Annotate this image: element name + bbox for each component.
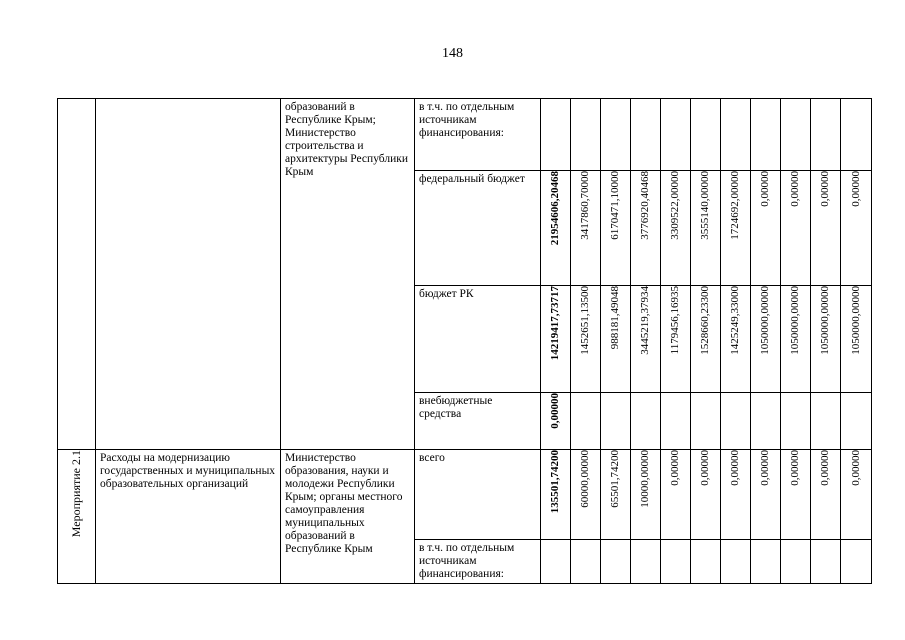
year-value-cell-value: 0,00000 <box>759 450 771 486</box>
year-value-cell <box>601 393 631 450</box>
source-cell <box>415 450 541 540</box>
year-value-cell <box>751 540 781 584</box>
year-value-cell <box>721 99 751 171</box>
year-value-cell <box>631 171 661 286</box>
total-cell-value: 135501,74200 <box>549 450 561 514</box>
year-value-cell <box>751 393 781 450</box>
year-value-cell <box>781 450 811 540</box>
year-value-cell <box>601 286 631 393</box>
measure-label-cell <box>58 99 96 450</box>
year-value-cell-value: 3445219,37934 <box>639 286 651 355</box>
year-value-cell <box>811 171 841 286</box>
total-cell <box>541 450 571 540</box>
year-value-cell <box>811 393 841 450</box>
year-value-cell <box>781 540 811 584</box>
year-value-cell-value: 0,00000 <box>819 450 831 486</box>
year-value-cell <box>631 450 661 540</box>
source-text: в т.ч. по отдельным источникам финансирования: <box>419 101 515 139</box>
year-value-cell-value: 988181,49048 <box>609 286 621 350</box>
year-value-cell <box>661 393 691 450</box>
year-value-cell-value: 1425249,33000 <box>729 286 741 355</box>
year-value-cell <box>631 286 661 393</box>
year-value-cell <box>811 450 841 540</box>
total-cell-value: 0,00000 <box>549 393 561 429</box>
year-value-cell <box>601 450 631 540</box>
year-value-cell <box>661 171 691 286</box>
year-value-cell-value: 6170471,10000 <box>609 171 621 240</box>
year-value-cell-value: 1050000,00000 <box>789 286 801 355</box>
total-cell <box>541 393 571 450</box>
year-value-cell <box>751 450 781 540</box>
executor-text: образований в Республике Крым; Министерство строительства и архитектуры Республики Крым <box>285 101 408 178</box>
year-value-cell <box>631 99 661 171</box>
year-value-cell <box>751 286 781 393</box>
year-value-cell <box>691 450 721 540</box>
year-value-cell-value: 1452651,13500 <box>579 286 591 355</box>
source-cell <box>415 393 541 450</box>
year-value-cell <box>781 286 811 393</box>
year-value-cell <box>811 286 841 393</box>
measure-name-cell <box>96 99 281 450</box>
total-cell <box>541 540 571 584</box>
source-cell <box>415 99 541 171</box>
table-row <box>58 450 872 540</box>
year-value-cell-value: 1179456,16935 <box>669 286 681 355</box>
executor-text: Министерство образования, науки и молодежи Республики Крым; органы местного самоуправления муниципальных образований в Республике Крым <box>285 452 403 555</box>
total-cell <box>541 286 571 393</box>
year-value-cell-value: 1050000,00000 <box>759 286 771 355</box>
year-value-cell <box>751 171 781 286</box>
year-value-cell-value: 0,00000 <box>669 450 681 486</box>
year-value-cell <box>781 393 811 450</box>
year-value-cell <box>811 99 841 171</box>
source-text: внебюджетные средства <box>419 395 493 420</box>
year-value-cell-value: 0,00000 <box>819 171 831 207</box>
year-value-cell-value: 0,00000 <box>849 450 862 486</box>
year-value-cell <box>841 99 872 171</box>
financing-table <box>57 98 872 584</box>
total-cell <box>541 99 571 171</box>
table-row <box>58 99 872 171</box>
total-cell <box>541 171 571 286</box>
source-cell <box>415 286 541 393</box>
source-text: федеральный бюджет <box>419 173 525 185</box>
source-text: всего <box>419 452 445 464</box>
year-value-cell <box>691 99 721 171</box>
year-value-cell <box>661 540 691 584</box>
year-value-cell-value: 3776920,40468 <box>639 171 651 240</box>
year-value-cell <box>661 99 691 171</box>
total-cell-value: 14219417,73717 <box>549 286 561 361</box>
source-text: в т.ч. по отдельным источникам финансирования: <box>419 542 515 580</box>
year-value-cell-value: 65501,74200 <box>609 450 621 508</box>
year-value-cell-value: 0,00000 <box>789 450 801 486</box>
year-value-cell <box>721 393 751 450</box>
measure-label: Мероприятие 2.1 <box>69 450 83 538</box>
measure-label-cell <box>58 450 96 584</box>
year-value-cell <box>601 171 631 286</box>
year-value-cell <box>721 540 751 584</box>
year-value-cell-value: 0,00000 <box>759 171 771 207</box>
executor-cell <box>281 450 415 584</box>
year-value-cell <box>661 286 691 393</box>
source-text: бюджет РК <box>419 288 474 300</box>
year-value-cell <box>751 99 781 171</box>
year-value-cell <box>571 171 601 286</box>
year-value-cell-value: 1050000,00000 <box>819 286 831 355</box>
year-value-cell <box>571 540 601 584</box>
year-value-cell-value: 3309522,00000 <box>669 171 681 240</box>
year-value-cell <box>841 286 872 393</box>
total-cell-value: 21954606,20468 <box>549 171 561 246</box>
year-value-cell-value: 0,00000 <box>729 450 741 486</box>
year-value-cell-value: 60000,00000 <box>579 450 591 508</box>
executor-cell <box>281 99 415 450</box>
year-value-cell <box>721 450 751 540</box>
year-value-cell <box>691 393 721 450</box>
year-value-cell <box>691 171 721 286</box>
year-value-cell-value: 0,00000 <box>849 171 862 207</box>
year-value-cell <box>841 540 872 584</box>
year-value-cell <box>691 286 721 393</box>
year-value-cell-value: 1528660,23300 <box>699 286 711 355</box>
year-value-cell <box>661 450 691 540</box>
year-value-cell-value: 3417860,70000 <box>579 171 591 240</box>
source-cell <box>415 171 541 286</box>
measure-name: Расходы на модернизацию государственных и муниципальных образовательных организаций <box>100 452 276 490</box>
year-value-cell <box>601 540 631 584</box>
year-value-cell <box>811 540 841 584</box>
year-value-cell <box>781 99 811 171</box>
year-value-cell-value: 10000,00000 <box>639 450 651 508</box>
year-value-cell <box>631 393 661 450</box>
year-value-cell <box>571 450 601 540</box>
year-value-cell <box>841 393 872 450</box>
year-value-cell-value: 0,00000 <box>789 171 801 207</box>
year-value-cell-value: 1050000,00000 <box>849 286 862 355</box>
year-value-cell-value: 1724692,00000 <box>729 171 741 240</box>
year-value-cell <box>571 393 601 450</box>
year-value-cell <box>601 99 631 171</box>
source-cell <box>415 540 541 584</box>
year-value-cell <box>571 99 601 171</box>
year-value-cell <box>841 171 872 286</box>
year-value-cell <box>691 540 721 584</box>
page-number: 148 <box>442 46 463 61</box>
year-value-cell <box>841 450 872 540</box>
year-value-cell <box>781 171 811 286</box>
year-value-cell <box>721 171 751 286</box>
year-value-cell <box>721 286 751 393</box>
year-value-cell-value: 3555140,00000 <box>699 171 711 240</box>
year-value-cell <box>571 286 601 393</box>
measure-name-cell <box>96 450 281 584</box>
year-value-cell-value: 0,00000 <box>699 450 711 486</box>
year-value-cell <box>631 540 661 584</box>
